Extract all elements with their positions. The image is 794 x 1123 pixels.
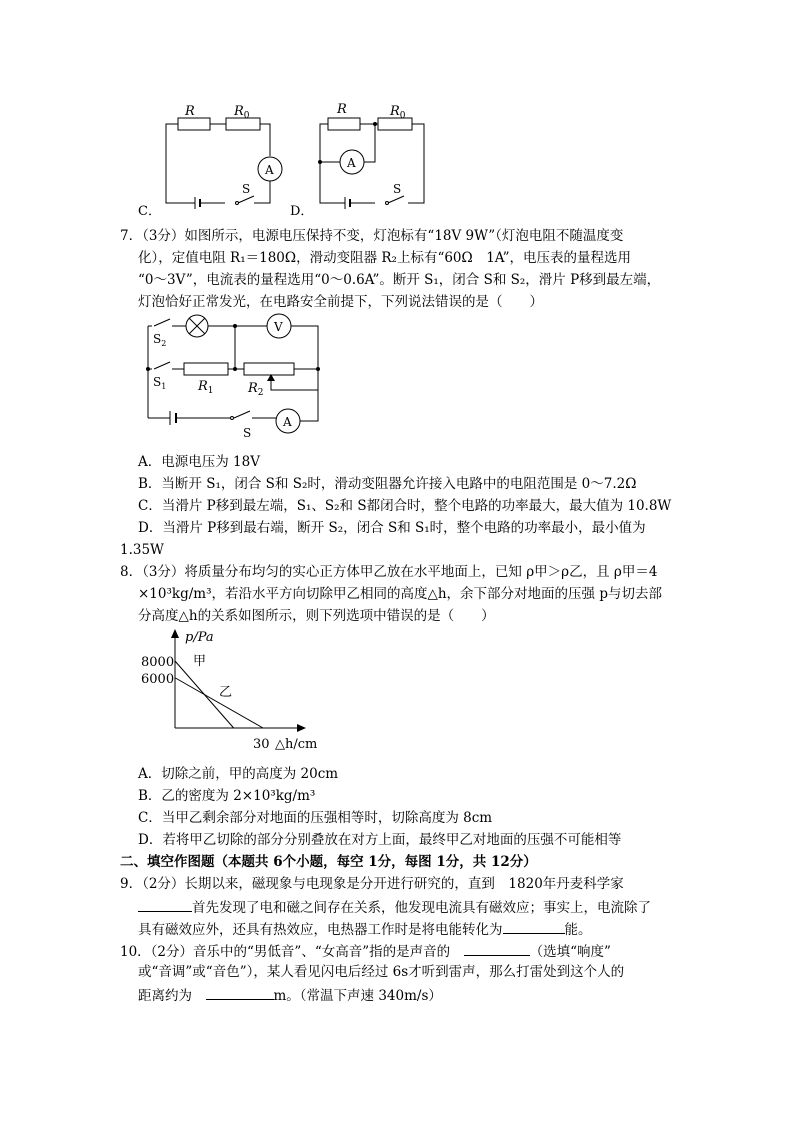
q7-option-c: C．当滑片 P移到最左端，S₁、S₂和 S都闭合时，整个电路的功率最大，最大值为 10.8W: [138, 498, 672, 514]
q7-option-a: A．电源电压为 18V: [138, 454, 260, 470]
q10-line1-text: 10．（2分）音乐中的“男低音”、“女高音”指的是声音的: [120, 944, 451, 960]
y-tick-label-1: 8000: [141, 655, 175, 670]
voltmeter-label: V: [274, 320, 283, 334]
node-d1: [318, 160, 322, 164]
q9-line3-text: 具有磁效应外，还具有热效应，电热器工作时是将电能转化为: [138, 922, 503, 938]
q7-circuit-diagram: [140, 310, 340, 440]
q9-line2: [138, 897, 651, 917]
label-r0-c: $R_0$: [234, 104, 250, 121]
q9-blank-2[interactable]: [503, 919, 565, 934]
q10-line3: [138, 985, 442, 1005]
switch-c: [238, 196, 254, 203]
label-r0-d: $R_0$: [390, 104, 406, 121]
q8-line3: 分高度△h的关系如图所示，则下列选项中错误的是（ ）: [138, 608, 495, 624]
x-axis-label: △h/cm: [275, 737, 318, 752]
q9-line3: [138, 919, 592, 939]
q9-line2-text: 首先发现了电和磁之间存在关系，他发现电流具有磁效应；事实上，电流除了: [192, 900, 651, 916]
q7-option-b: B．当断开 S₁，闭合 S和 S₂时，滑动变阻器允许接入电路中的电阻范围是 0～7.2Ω: [138, 476, 637, 492]
resistor-r2: [244, 363, 294, 375]
q8-option-b: B．乙的密度为 2×10³kg/m³: [138, 788, 316, 804]
q8-option-c: C．当甲乙剩余部分对地面的压强相等时，切除高度为 8cm: [138, 810, 493, 826]
q8-option-d: D．若将甲乙切除的部分分别叠放在对方上面，最终甲乙对地面的压强不可能相等: [138, 832, 622, 848]
option-c-label: C．: [138, 204, 161, 219]
q7-line1: 7．（3分）如图所示，电源电压保持不变，灯泡标有“18V 9W”（灯泡电阻不随温度变: [120, 228, 624, 244]
s1-label: $S_1$: [153, 375, 167, 391]
q10-line3-text: 距离约为: [138, 988, 192, 1004]
switch-s: [234, 411, 250, 418]
q7-line3: “0～3V”，电流表的量程选用“0～0.6A”。断开 S₁，闭合 S和 S₂，滑片 P移到最左端，: [138, 272, 661, 288]
x-axis-arrow: [297, 724, 306, 732]
q8-option-a: A．切除之前，甲的高度为 20cm: [138, 766, 339, 782]
q7-line4: 灯泡恰好正常发光，在电路安全前提下，下列说法错误的是（ ）: [138, 294, 543, 310]
resistor-r: [178, 118, 210, 130]
switch-s-label: S: [243, 426, 252, 440]
circuit-diagrams-cd: [130, 95, 450, 220]
chart-axes: [175, 635, 300, 728]
resistor-r0-d: [378, 118, 412, 130]
q9-blank-1[interactable]: [138, 897, 192, 912]
switch-s1: [154, 362, 170, 369]
switch-s2: [154, 319, 170, 326]
q10-line3-end: m。（常温下声速 340m/s）: [273, 988, 442, 1004]
label-r-d: R: [337, 102, 347, 117]
switch-d-label: S: [393, 182, 402, 196]
y-tick-label-2: 6000: [141, 671, 175, 687]
s2-label: $S_2$: [153, 332, 167, 348]
circuit-d: [320, 118, 424, 209]
section2-heading: 二、填空作图题（本题共 6个小题，每空 1分，每图 1分，共 12分）: [120, 854, 537, 870]
ammeter-c-label: A: [265, 163, 274, 177]
r2-label: $R_2$: [248, 381, 264, 398]
q9-line1: 9．（2分）长期以来，磁现象与电现象是分开进行研究的，直到 1820年丹麦科学家: [120, 876, 624, 892]
pressure-height-chart: [135, 625, 335, 755]
series-label-2: 乙: [219, 684, 233, 700]
q10-line1: [120, 941, 611, 961]
x-tick-label-1: 30: [253, 737, 270, 752]
label-r-c: R: [185, 104, 195, 119]
q7-option-d-line2: 1.35W: [120, 542, 164, 558]
q9-line3-end: 能。: [564, 922, 592, 938]
resistor-r1: [184, 363, 228, 375]
q10-line1-end: （选填“响度”: [529, 944, 611, 960]
node-d2: [373, 122, 377, 126]
q7-option-d-line1: D．当滑片 P移到最右端，断开 S₂，闭合 S和 S₁时，整个电路的功率最小，最小值为: [138, 520, 646, 536]
q10-line2: 或“音调”或“音色”），某人看见闪电后经过 6s才听到雷声，那么打雷处到这个人的: [138, 964, 625, 980]
switch-d: [388, 196, 404, 203]
y-axis-arrow: [171, 629, 179, 638]
q8-line2: ×10³kg/m³，若沿水平方向切除甲乙相同的高度△h，余下部分对地面的压强 p与切去部: [138, 586, 662, 602]
q10-blank-2[interactable]: [206, 985, 274, 1000]
option-d-label: D．: [290, 204, 314, 219]
q10-blank-1[interactable]: [464, 941, 530, 956]
r1-label: $R_1$: [198, 379, 214, 396]
q8-line1: 8．（3分）将质量分布均匀的实心正方体甲乙放在水平地面上，已知 ρ甲＞ρ乙，且 ρ甲＝4: [120, 564, 658, 580]
resistor-r-d: [328, 118, 360, 130]
series-label-1: 甲: [193, 654, 207, 669]
switch-c-label: S: [242, 182, 251, 196]
q7-line2: 化），定值电阻 R₁＝180Ω，滑动变阻器 R₂上标有“60Ω 1A”，电压表的量程选用: [138, 250, 631, 266]
ammeter-d-label: A: [347, 156, 356, 170]
ammeter-q7-label: A: [283, 415, 292, 429]
y-axis-label: p/Pa: [185, 630, 214, 645]
